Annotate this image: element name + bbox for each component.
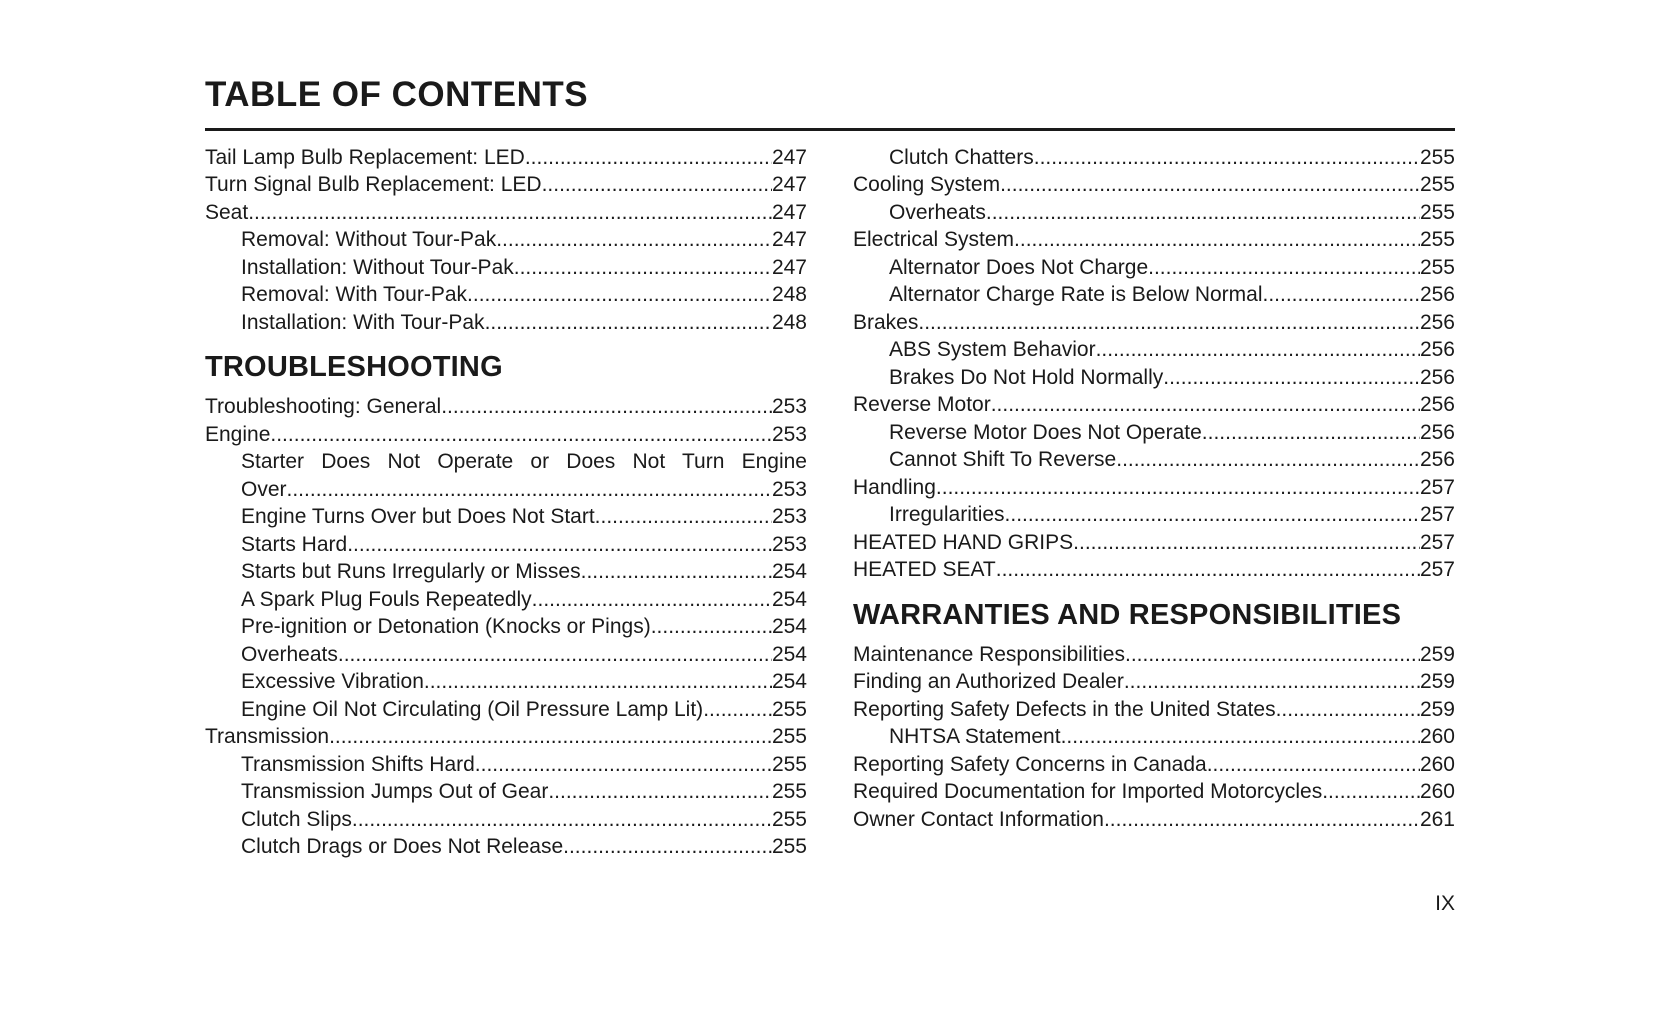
dot-leader (1014, 226, 1420, 254)
toc-entry (853, 364, 1455, 392)
toc-entry-label: Tail Lamp Bulb Replacement: LED (205, 145, 525, 169)
toc-entry-label: ABS System Behavior (889, 338, 1096, 361)
toc-entry (205, 613, 807, 641)
toc-entry-label: Starts but Runs Irregularly or Misses (241, 560, 581, 584)
toc-entry-page: 255 (1419, 173, 1455, 196)
toc-entry-label: Starts Hard (241, 532, 348, 556)
toc-column-right (853, 144, 1455, 834)
toc-entry-label: Brakes (853, 310, 919, 334)
dot-leader (485, 309, 772, 337)
dot-leader (542, 171, 772, 199)
toc-entry (853, 391, 1455, 419)
dot-leader (986, 199, 1420, 227)
toc-entry-page: 255 (1419, 200, 1455, 224)
toc-entry-label: Engine Turns Over but Does Not Start (241, 505, 595, 529)
dot-leader (996, 556, 1420, 584)
toc-entry (853, 723, 1455, 751)
section-heading: WARRANTIES AND RESPONSIBILITIES (853, 598, 1402, 631)
toc-entry (853, 641, 1455, 669)
toc-entry-label: Excessive Vibration (241, 670, 424, 694)
dot-leader (1096, 336, 1420, 364)
dot-leader (496, 226, 772, 254)
toc-entry-page: 256 (1419, 310, 1455, 334)
toc-entry (205, 531, 807, 559)
toc-entry-label: Engine Oil Not Circulating (Oil Pressure Lamp Lit) (241, 697, 704, 721)
toc-entry-label: Reverse Motor Does Not Operate (889, 420, 1202, 444)
toc-entry (205, 226, 807, 254)
toc-entry-label: Installation: With Tour-Pak (241, 310, 485, 334)
dot-leader (352, 806, 772, 834)
toc-entry-label: Finding an Authorized Dealer (853, 670, 1124, 694)
toc-entry-page: 248 (771, 310, 807, 334)
toc-entry-page: 254 (771, 615, 807, 639)
toc-entry-label: Overheats (241, 642, 338, 666)
dot-leader (270, 421, 772, 449)
toc-entry (853, 474, 1455, 502)
toc-entry (205, 503, 807, 531)
toc-entry (205, 696, 807, 724)
toc-entry-label: Owner Contact Information (853, 807, 1104, 831)
toc-entry (205, 281, 807, 309)
dot-leader (475, 751, 772, 779)
toc-entry (853, 806, 1455, 834)
dot-leader (936, 474, 1420, 502)
dot-leader (1061, 723, 1420, 751)
toc-entry-page: 255 (771, 780, 807, 804)
toc-entry-page: 260 (1419, 752, 1455, 776)
dot-leader (1034, 144, 1420, 172)
toc-entry-page: 247 (771, 255, 807, 279)
toc-entry-page: 247 (771, 145, 807, 169)
toc-entry (853, 171, 1455, 199)
toc-entry (205, 586, 807, 614)
toc-entry (205, 806, 807, 834)
toc-entry-label: NHTSA Statement (889, 725, 1061, 749)
toc-entry-page: 255 (1419, 255, 1455, 279)
toc-entry-label: Over (241, 477, 287, 501)
dot-leader (581, 558, 772, 586)
toc-entry-label: Irregularities (889, 503, 1005, 526)
toc-entry-page: 259 (1419, 697, 1455, 721)
toc-entry (205, 751, 807, 779)
dot-leader (248, 199, 772, 227)
toc-entry-page: 253 (771, 505, 807, 529)
toc-entry (205, 171, 807, 199)
toc-entry (205, 668, 807, 696)
toc-entry-label: Transmission (205, 725, 330, 749)
toc-entry-page: 254 (771, 587, 807, 611)
dot-leader (467, 281, 772, 309)
toc-entry (205, 476, 807, 504)
toc-entry-label: Overheats (889, 200, 986, 224)
toc-entry (853, 419, 1455, 447)
toc-entry-label: HEATED SEAT (853, 558, 996, 581)
dot-leader (651, 613, 772, 641)
toc-entry (853, 529, 1455, 557)
toc-entry (205, 309, 807, 337)
toc-entry-label: Transmission Shifts Hard (241, 752, 475, 776)
toc-entry-page: 255 (771, 725, 807, 749)
toc-entry-page: 255 (1419, 228, 1455, 251)
dot-leader (1276, 696, 1420, 724)
toc-entry-page: 253 (771, 395, 807, 419)
toc-entry (205, 199, 807, 227)
dot-leader (441, 393, 772, 421)
toc-entry-label: Starter Does Not Operate or Does Not Turn Engine (241, 450, 807, 474)
dot-leader (1005, 501, 1420, 529)
toc-entry-page: 253 (771, 532, 807, 556)
dot-leader (918, 309, 1420, 337)
dot-leader (1207, 751, 1420, 779)
toc-entry (205, 558, 807, 586)
dot-leader (1322, 778, 1420, 806)
toc-entry (205, 421, 807, 449)
toc-page (205, 76, 1455, 861)
toc-entry (853, 144, 1455, 172)
toc-entry-label: Clutch Slips (241, 807, 352, 831)
toc-entry-label: Troubleshooting: General (205, 395, 442, 419)
toc-entry-page: 257 (1419, 530, 1455, 554)
toc-entry-page: 261 (1419, 807, 1455, 831)
page-title: TABLE OF CONTENTS (205, 75, 589, 114)
toc-entry-page: 247 (771, 173, 807, 196)
toc-entry (853, 226, 1455, 254)
toc-entry (853, 696, 1455, 724)
toc-entry-label: Cannot Shift To Reverse (889, 448, 1117, 471)
dot-leader (1202, 419, 1420, 447)
dot-leader (1263, 281, 1420, 309)
toc-entry (853, 778, 1455, 806)
toc-entry-page: 260 (1419, 725, 1455, 749)
toc-entry-page: 255 (1419, 145, 1455, 169)
toc-entry (853, 309, 1455, 337)
toc-entry-label: Cooling System (853, 173, 1001, 196)
toc-entry (853, 254, 1455, 282)
toc-entry (853, 751, 1455, 779)
toc-entry-label: Pre-ignition or Detonation (Knocks or Pings) (241, 615, 651, 639)
toc-entry-page: 259 (1419, 642, 1455, 666)
dot-leader (347, 531, 772, 559)
toc-entry-page: 254 (771, 560, 807, 584)
toc-entry (205, 641, 807, 669)
toc-entry-page: 255 (771, 835, 807, 859)
toc-entry-label: HEATED HAND GRIPS (853, 530, 1074, 554)
toc-entry-page: 247 (771, 200, 807, 224)
toc-entry-page: 257 (1419, 503, 1455, 526)
toc-entry-page: 256 (1419, 420, 1455, 444)
toc-entry-label: Electrical System (853, 228, 1015, 251)
toc-entry (853, 501, 1455, 529)
toc-entry (853, 281, 1455, 309)
toc-entry-page: 254 (771, 670, 807, 694)
toc-entry-label: Required Documentation for Imported Motorcycles (853, 780, 1323, 804)
title-rule (205, 128, 1455, 131)
dot-leader (1124, 668, 1420, 696)
toc-entry-label: Removal: Without Tour-Pak (241, 228, 497, 251)
toc-entry-page: 260 (1419, 780, 1455, 804)
section-heading: TROUBLESHOOTING (205, 351, 503, 383)
toc-entry-page: 257 (1419, 475, 1455, 499)
toc-entry-label: A Spark Plug Fouls Repeatedly (241, 587, 532, 611)
dot-leader (703, 696, 772, 724)
toc-column-left (205, 144, 807, 861)
dot-leader (1073, 529, 1420, 557)
toc-entry-label: Handling (853, 475, 936, 499)
toc-entry-label: Reporting Safety Defects in the United States (853, 697, 1276, 721)
toc-entry (853, 336, 1455, 364)
toc-entry (205, 144, 807, 172)
toc-entry-label: Removal: With Tour-Pak (241, 283, 468, 306)
toc-entry (205, 254, 807, 282)
toc-entry-label: Brakes Do Not Hold Normally (889, 365, 1164, 389)
dot-leader (1125, 641, 1420, 669)
toc-entry (205, 833, 807, 861)
toc-entry-label: Turn Signal Bulb Replacement: LED (205, 173, 542, 196)
dot-leader (991, 391, 1420, 419)
toc-entry-page: 248 (771, 283, 807, 306)
toc-entry-label: Alternator Charge Rate is Below Normal (889, 283, 1263, 306)
toc-entry-page: 255 (771, 807, 807, 831)
dot-leader (1104, 806, 1420, 834)
toc-entry-page: 256 (1419, 393, 1455, 416)
dot-leader (563, 833, 772, 861)
toc-entry-page: 256 (1419, 283, 1455, 306)
toc-entry-page: 255 (771, 697, 807, 721)
toc-entry-page: 257 (1419, 558, 1455, 581)
toc-entry-label: Transmission Jumps Out of Gear (241, 780, 549, 804)
toc-entry (205, 393, 807, 421)
dot-leader (1148, 254, 1420, 282)
dot-leader (548, 778, 772, 806)
toc-entry-page: 256 (1419, 338, 1455, 361)
toc-entry-label: Engine (205, 422, 271, 446)
toc-entry-label: Reverse Motor (853, 393, 991, 416)
toc-entry-label: Installation: Without Tour-Pak (241, 255, 514, 279)
toc-entry-label: Seat (205, 200, 249, 224)
dot-leader (1163, 364, 1420, 392)
toc-entry-label: Alternator Does Not Charge (889, 255, 1149, 279)
toc-entry-page: 256 (1419, 365, 1455, 389)
toc-entry-page: 254 (771, 642, 807, 666)
toc-entry-page: 247 (771, 228, 807, 251)
dot-leader (532, 586, 772, 614)
toc-entry (853, 668, 1455, 696)
dot-leader (1116, 446, 1420, 474)
toc-entry (853, 199, 1455, 227)
toc-entry (205, 778, 807, 806)
toc-columns (205, 144, 1455, 861)
dot-leader (329, 723, 772, 751)
toc-entry-label: Clutch Chatters (889, 145, 1034, 169)
toc-entry-page: 256 (1419, 448, 1455, 471)
dot-leader (525, 144, 772, 172)
toc-entry-page: 253 (771, 477, 807, 501)
toc-entry-page: 259 (1419, 670, 1455, 694)
toc-entry (205, 723, 807, 751)
dot-leader (287, 476, 772, 504)
toc-entry (853, 556, 1455, 584)
toc-entry-label: Clutch Drags or Does Not Release (241, 835, 564, 859)
toc-entry (853, 446, 1455, 474)
footer-page-number: IX (1435, 892, 1455, 915)
toc-entry-page: 253 (771, 422, 807, 446)
dot-leader (514, 254, 772, 282)
dot-leader (338, 641, 772, 669)
toc-entry-label: Reporting Safety Concerns in Canada (853, 752, 1207, 776)
toc-entry-label: Maintenance Responsibilities (853, 642, 1125, 666)
dot-leader (1000, 171, 1420, 199)
toc-entry (205, 448, 807, 476)
toc-entry-page: 255 (771, 752, 807, 776)
dot-leader (595, 503, 772, 531)
dot-leader (424, 668, 772, 696)
